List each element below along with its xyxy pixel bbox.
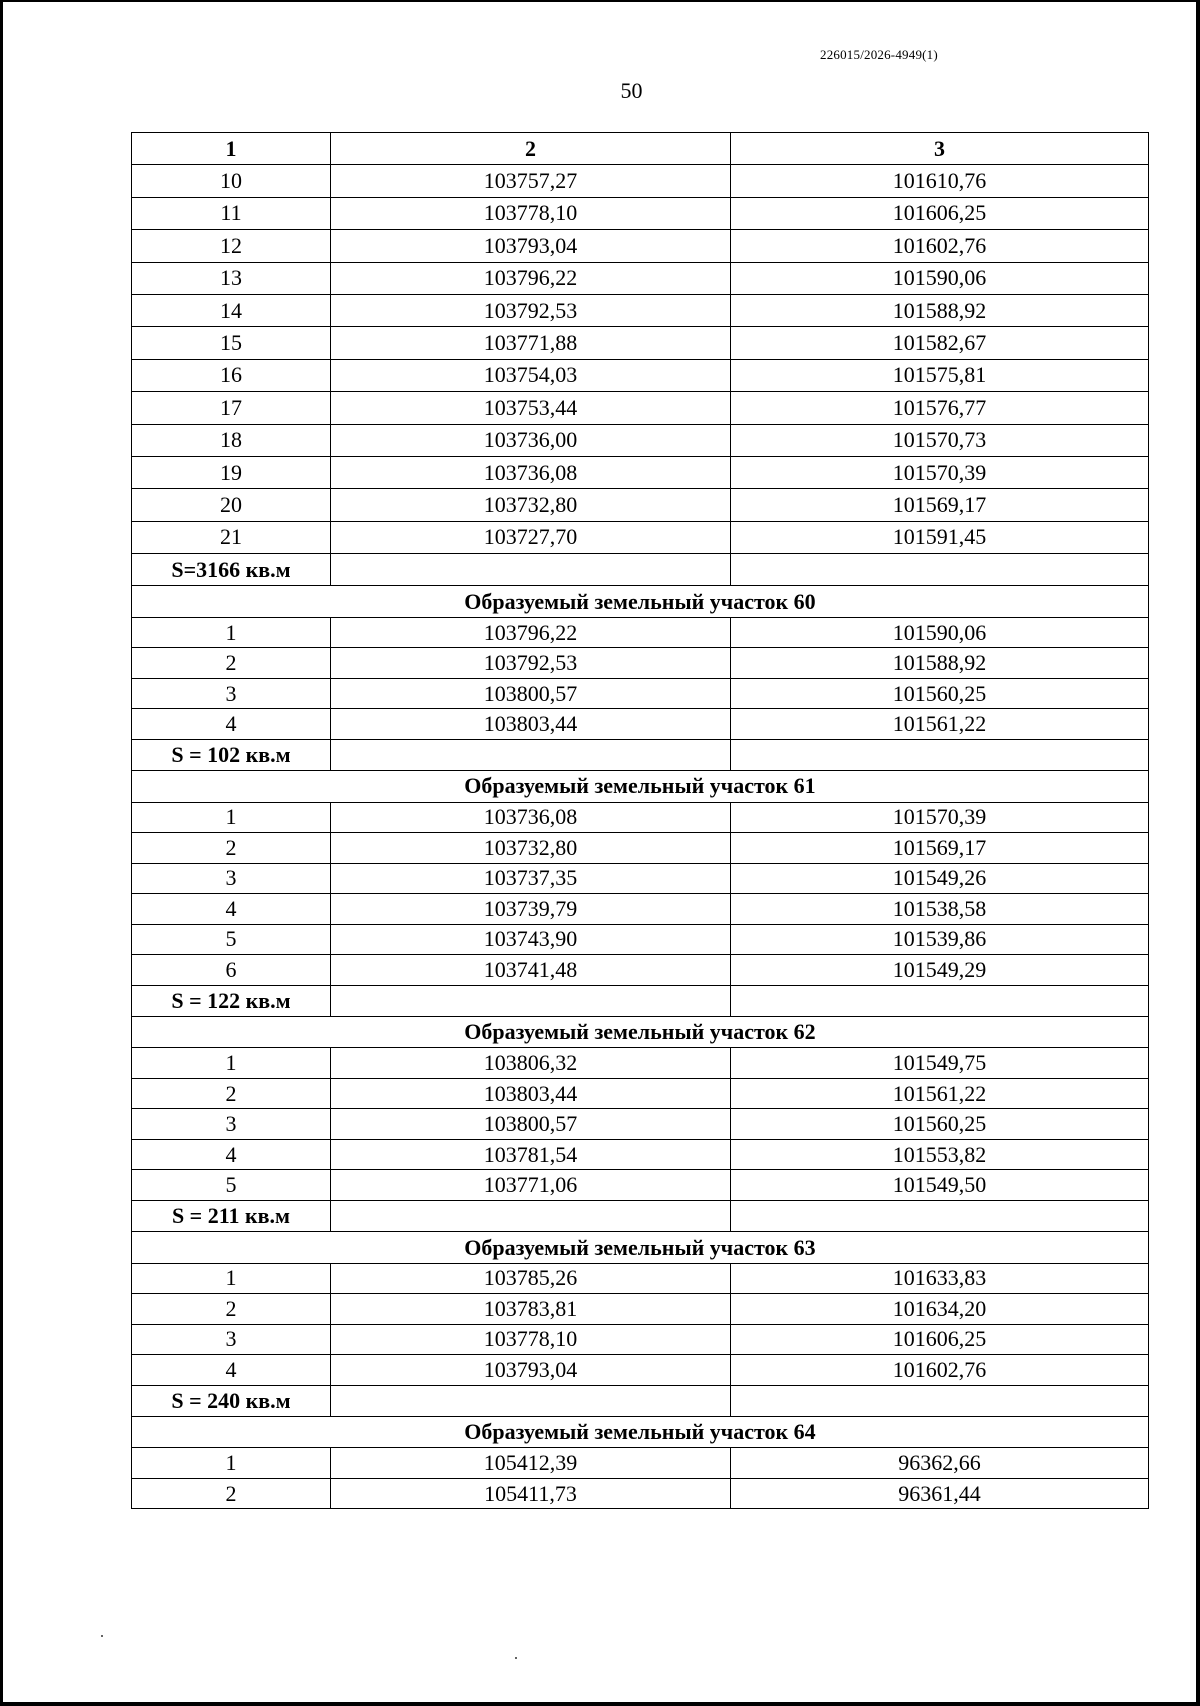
coordinate-x: 103785,26 (331, 1263, 731, 1294)
point-number: 1 (132, 1048, 331, 1079)
coordinate-x: 103793,04 (331, 1355, 731, 1386)
table-row (132, 230, 1149, 262)
table-row (132, 1078, 1149, 1109)
coordinate-y: 101606,25 (731, 197, 1149, 229)
point-number: 15 (132, 327, 331, 359)
area-value: S = 122 кв.м (132, 985, 331, 1016)
coordinate-x: 103732,80 (331, 833, 731, 864)
coordinate-x: 103757,27 (331, 165, 731, 197)
empty-cell (731, 554, 1149, 586)
coordinate-y: 101633,83 (731, 1263, 1149, 1294)
coordinates-table-body (132, 133, 1149, 1509)
table-row (132, 1048, 1149, 1079)
point-number: 4 (132, 1139, 331, 1170)
empty-cell (331, 985, 731, 1016)
section-title-row (132, 771, 1149, 802)
table-row (132, 678, 1149, 709)
point-number: 4 (132, 894, 331, 925)
coordinates-table (131, 132, 1149, 1509)
table-row (132, 392, 1149, 424)
point-number: 2 (132, 1478, 331, 1509)
coordinate-x: 103732,80 (331, 489, 731, 521)
point-number: 1 (132, 617, 331, 648)
area-row (132, 1385, 1149, 1416)
section-title: Образуемый земельный участок 61 (132, 771, 1149, 802)
table-row (132, 294, 1149, 326)
coordinate-x: 103803,44 (331, 709, 731, 740)
coordinate-x: 103771,06 (331, 1170, 731, 1201)
point-number: 14 (132, 294, 331, 326)
point-number: 4 (132, 709, 331, 740)
table-row (132, 802, 1149, 833)
coordinate-y: 101602,76 (731, 230, 1149, 262)
coordinate-x: 103792,53 (331, 294, 731, 326)
coordinate-x: 103771,88 (331, 327, 731, 359)
coordinate-x: 103741,48 (331, 955, 731, 986)
point-number: 11 (132, 197, 331, 229)
coordinate-x: 103753,44 (331, 392, 731, 424)
area-value: S = 102 кв.м (132, 739, 331, 770)
page-frame-top (0, 0, 1200, 2)
table-row (132, 955, 1149, 986)
empty-cell (331, 554, 731, 586)
table-row (132, 359, 1149, 391)
coordinate-x: 103727,70 (331, 521, 731, 553)
area-value: S = 211 кв.м (132, 1200, 331, 1231)
table-row (132, 1355, 1149, 1386)
point-number: 1 (132, 802, 331, 833)
coordinate-y: 101549,75 (731, 1048, 1149, 1079)
coordinate-y: 101569,17 (731, 489, 1149, 521)
point-number: 5 (132, 924, 331, 955)
coordinate-x: 103796,22 (331, 262, 731, 294)
table-row (132, 894, 1149, 925)
scan-speck (101, 1635, 103, 1637)
coordinate-x: 105412,39 (331, 1448, 731, 1479)
table-row (132, 165, 1149, 197)
coordinate-y: 101575,81 (731, 359, 1149, 391)
coordinate-y: 101588,92 (731, 294, 1149, 326)
table-row (132, 1139, 1149, 1170)
point-number: 10 (132, 165, 331, 197)
scan-speck (515, 1657, 517, 1659)
coordinate-y: 101561,22 (731, 709, 1149, 740)
coordinate-y: 101610,76 (731, 165, 1149, 197)
table-row (132, 1294, 1149, 1325)
coordinate-y: 101602,76 (731, 1355, 1149, 1386)
section-title: Образуемый земельный участок 63 (132, 1232, 1149, 1263)
page-frame-bottom (0, 1702, 1200, 1706)
coordinate-x: 103793,04 (331, 230, 731, 262)
empty-cell (731, 1385, 1149, 1416)
table-row (132, 262, 1149, 294)
coordinate-x: 103736,08 (331, 802, 731, 833)
table-row (132, 489, 1149, 521)
coordinate-y: 101560,25 (731, 1109, 1149, 1140)
table-header-row (132, 133, 1149, 165)
table-row (132, 833, 1149, 864)
section-title-row (132, 1232, 1149, 1263)
point-number: 3 (132, 1324, 331, 1355)
coordinate-y: 101590,06 (731, 617, 1149, 648)
empty-cell (331, 1200, 731, 1231)
coordinate-y: 101606,25 (731, 1324, 1149, 1355)
point-number: 19 (132, 456, 331, 488)
area-row (132, 554, 1149, 586)
coordinate-x: 103778,10 (331, 1324, 731, 1355)
table-row (132, 1478, 1149, 1509)
coordinate-y: 101553,82 (731, 1139, 1149, 1170)
point-number: 3 (132, 1109, 331, 1140)
coordinate-x: 103796,22 (331, 617, 731, 648)
point-number: 1 (132, 1448, 331, 1479)
coordinate-y: 101549,26 (731, 863, 1149, 894)
coordinate-y: 101590,06 (731, 262, 1149, 294)
table-row (132, 1448, 1149, 1479)
point-number: 2 (132, 833, 331, 864)
coordinate-y: 101549,50 (731, 1170, 1149, 1201)
column-header-2: 2 (331, 133, 731, 165)
column-header-3: 3 (731, 133, 1149, 165)
coordinate-y: 101588,92 (731, 648, 1149, 679)
table-row (132, 1170, 1149, 1201)
coordinate-x: 103743,90 (331, 924, 731, 955)
point-number: 2 (132, 1294, 331, 1325)
point-number: 2 (132, 1078, 331, 1109)
section-title: Образуемый земельный участок 62 (132, 1017, 1149, 1048)
coordinate-y: 101570,39 (731, 802, 1149, 833)
point-number: 3 (132, 863, 331, 894)
column-header-1: 1 (132, 133, 331, 165)
empty-cell (331, 739, 731, 770)
coordinate-x: 103778,10 (331, 197, 731, 229)
point-number: 16 (132, 359, 331, 391)
coordinate-x: 103781,54 (331, 1139, 731, 1170)
coordinate-y: 101570,73 (731, 424, 1149, 456)
table-row (132, 617, 1149, 648)
table-row (132, 863, 1149, 894)
table-row (132, 709, 1149, 740)
coordinate-y: 101538,58 (731, 894, 1149, 925)
coordinate-x: 103800,57 (331, 1109, 731, 1140)
point-number: 20 (132, 489, 331, 521)
table-row (132, 197, 1149, 229)
point-number: 5 (132, 1170, 331, 1201)
table-row (132, 327, 1149, 359)
coordinate-y: 101549,29 (731, 955, 1149, 986)
empty-cell (731, 1200, 1149, 1231)
coordinate-y: 101569,17 (731, 833, 1149, 864)
coordinate-y: 101634,20 (731, 1294, 1149, 1325)
page-frame-left (0, 0, 3, 1706)
table-row (132, 1109, 1149, 1140)
point-number: 1 (132, 1263, 331, 1294)
point-number: 3 (132, 678, 331, 709)
table-row (132, 1324, 1149, 1355)
point-number: 6 (132, 955, 331, 986)
coordinate-x: 103806,32 (331, 1048, 731, 1079)
point-number: 12 (132, 230, 331, 262)
coordinate-x: 103739,79 (331, 894, 731, 925)
section-title-row (132, 1417, 1149, 1448)
table-row (132, 648, 1149, 679)
coordinate-y: 101591,45 (731, 521, 1149, 553)
coordinate-y: 101570,39 (731, 456, 1149, 488)
coordinate-x: 103754,03 (331, 359, 731, 391)
area-row (132, 985, 1149, 1016)
coordinate-x: 105411,73 (331, 1478, 731, 1509)
area-row (132, 1200, 1149, 1231)
coordinate-x: 103736,00 (331, 424, 731, 456)
coordinate-y: 96361,44 (731, 1478, 1149, 1509)
section-title-row (132, 1017, 1149, 1048)
section-title: Образуемый земельный участок 60 (132, 586, 1149, 617)
empty-cell (731, 985, 1149, 1016)
document-reference: 226015/2026-4949(1) (820, 47, 938, 62)
table-row (132, 1263, 1149, 1294)
point-number: 17 (132, 392, 331, 424)
empty-cell (731, 739, 1149, 770)
empty-cell (331, 1385, 731, 1416)
coordinate-x: 103783,81 (331, 1294, 731, 1325)
coordinate-x: 103792,53 (331, 648, 731, 679)
coordinate-y: 101582,67 (731, 327, 1149, 359)
table-row (132, 521, 1149, 553)
point-number: 21 (132, 521, 331, 553)
point-number: 13 (132, 262, 331, 294)
point-number: 18 (132, 424, 331, 456)
point-number: 2 (132, 648, 331, 679)
area-row (132, 739, 1149, 770)
coordinate-x: 103737,35 (331, 863, 731, 894)
point-number: 4 (132, 1355, 331, 1386)
coordinate-x: 103800,57 (331, 678, 731, 709)
area-value: S = 240 кв.м (132, 1385, 331, 1416)
coordinate-x: 103803,44 (331, 1078, 731, 1109)
page-frame-right (1196, 0, 1200, 1706)
table-row (132, 456, 1149, 488)
table-row (132, 924, 1149, 955)
coordinate-y: 101576,77 (731, 392, 1149, 424)
coordinate-y: 96362,66 (731, 1448, 1149, 1479)
coordinate-y: 101560,25 (731, 678, 1149, 709)
table-row (132, 424, 1149, 456)
section-title: Образуемый земельный участок 64 (132, 1417, 1149, 1448)
coordinate-y: 101561,22 (731, 1078, 1149, 1109)
coordinate-y: 101539,86 (731, 924, 1149, 955)
coordinate-x: 103736,08 (331, 456, 731, 488)
area-value: S=3166 кв.м (132, 554, 331, 586)
page-number: 50 (620, 78, 643, 103)
section-title-row (132, 586, 1149, 617)
